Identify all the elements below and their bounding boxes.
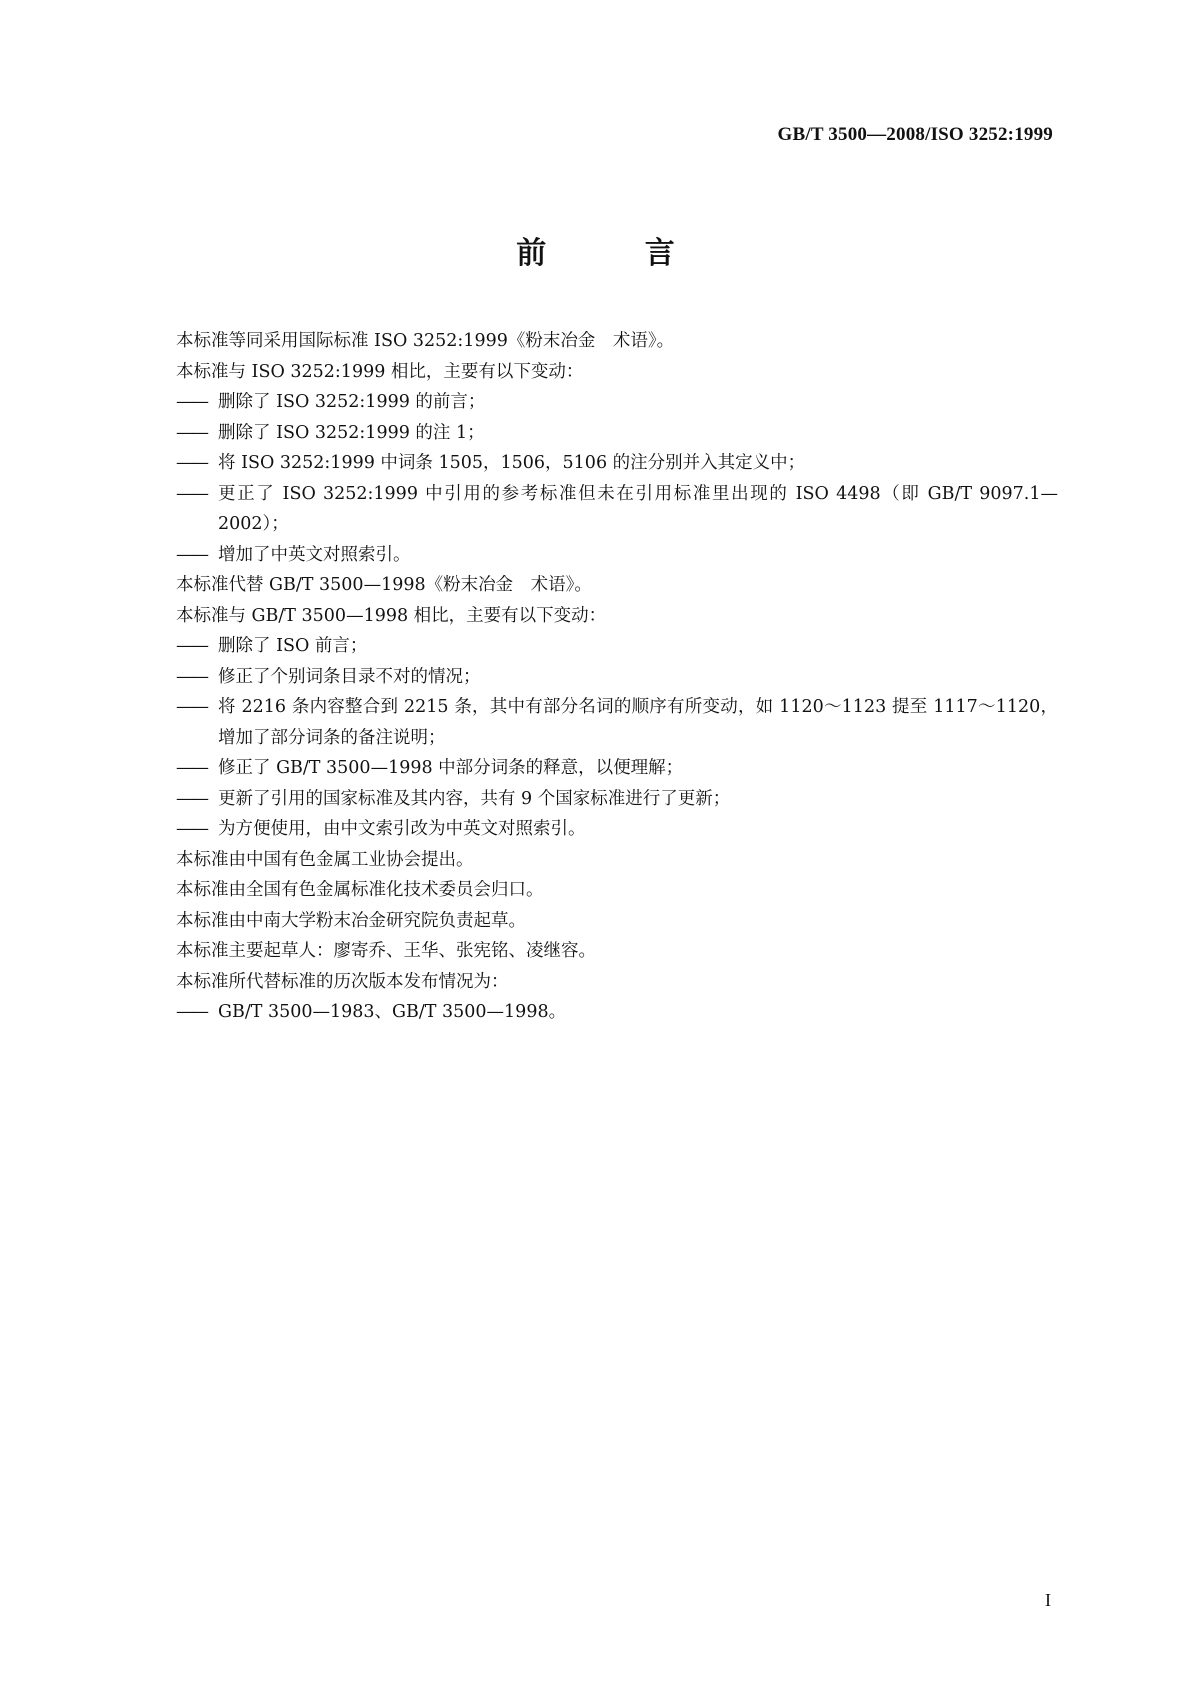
list-item-text: 将 ISO 3252:1999 中词条 1505，1506，5106 的注分别并入其定义中； bbox=[218, 453, 806, 473]
list-item bbox=[176, 540, 1058, 571]
list-item-text: 更正了 ISO 3252:1999 中引用的参考标准但未在引用标准里出现的 ISO 4498（即 GB/T 9097.1—2002）； bbox=[218, 483, 1058, 534]
paragraph-gb-changes-intro: 本标准与 GB/T 3500—1998 相比，主要有以下变动： bbox=[176, 605, 607, 626]
list-item-text: 更新了引用的国家标准及其内容，共有 9 个国家标准进行了更新； bbox=[218, 788, 731, 809]
dash-marker: —— bbox=[176, 819, 207, 839]
foreword-body bbox=[176, 326, 1058, 1028]
list-item-text: 为方便使用，由中文索引改为中英文对照索引。 bbox=[218, 819, 586, 839]
dash-marker: —— bbox=[176, 392, 207, 412]
standard-code-header: GB/T 3500—2008/ISO 3252:1999 bbox=[777, 124, 1053, 145]
list-item bbox=[176, 448, 1058, 479]
dash-marker: —— bbox=[176, 788, 207, 809]
list-item bbox=[176, 631, 1058, 662]
list-item bbox=[176, 662, 1058, 693]
dash-marker: —— bbox=[176, 1002, 207, 1022]
list-item-text: 修正了 GB/T 3500—1998 中部分词条的释意，以便理解； bbox=[218, 758, 684, 778]
list-item-text: 将 2216 条内容整合到 2215 条，其中有部分名词的顺序有所变动，如 1120～1123 提至 1117～1120，增加了部分词条的备注说明； bbox=[218, 697, 1058, 748]
dash-marker: —— bbox=[176, 453, 207, 473]
paragraph-drafting-unit: 本标准由中南大学粉末冶金研究院负责起草。 bbox=[176, 910, 526, 931]
list-item bbox=[176, 814, 1058, 845]
list-item bbox=[176, 387, 1058, 418]
dash-marker: —— bbox=[176, 422, 207, 443]
list-item-text: 删除了 ISO 3252:1999 的前言； bbox=[218, 392, 486, 412]
dash-marker: —— bbox=[176, 636, 207, 656]
list-item bbox=[176, 997, 1058, 1028]
list-item-text: 修正了个别词条目录不对的情况； bbox=[218, 666, 481, 687]
list-item-text: 删除了 ISO 3252:1999 的注 1； bbox=[218, 422, 485, 443]
list-item bbox=[176, 418, 1058, 449]
paragraph-drafters: 本标准主要起草人：廖寄乔、王华、张宪铭、凌继容。 bbox=[176, 941, 596, 961]
list-item bbox=[176, 479, 1058, 540]
list-item bbox=[176, 784, 1058, 815]
paragraph-proposer: 本标准由中国有色金属工业协会提出。 bbox=[176, 849, 474, 870]
list-item bbox=[176, 692, 1058, 753]
list-item-text: 删除了 ISO 前言； bbox=[218, 636, 368, 656]
dash-marker: —— bbox=[176, 697, 207, 717]
paragraph-adoption: 本标准等同采用国际标准 ISO 3252:1999《粉末冶金 术语》。 bbox=[176, 331, 675, 351]
dash-marker: —— bbox=[176, 544, 207, 565]
dash-marker: —— bbox=[176, 666, 207, 687]
list-item bbox=[176, 753, 1058, 784]
page-title: 前 言 bbox=[516, 236, 719, 271]
paragraph-history-intro: 本标准所代替标准的历次版本发布情况为： bbox=[176, 971, 509, 992]
list-item-text: 增加了中英文对照索引。 bbox=[218, 544, 411, 565]
paragraph-supersedes: 本标准代替 GB/T 3500—1998《粉末冶金 术语》。 bbox=[176, 575, 592, 595]
dash-marker: —— bbox=[176, 483, 207, 504]
paragraph-iso-changes-intro: 本标准与 ISO 3252:1999 相比，主要有以下变动： bbox=[176, 361, 584, 382]
dash-marker: —— bbox=[176, 758, 207, 778]
list-item-text: GB/T 3500—1983、GB/T 3500—1998。 bbox=[218, 1002, 567, 1022]
paragraph-committee: 本标准由全国有色金属标准化技术委员会归口。 bbox=[176, 880, 544, 900]
page-number: I bbox=[1045, 1590, 1051, 1610]
